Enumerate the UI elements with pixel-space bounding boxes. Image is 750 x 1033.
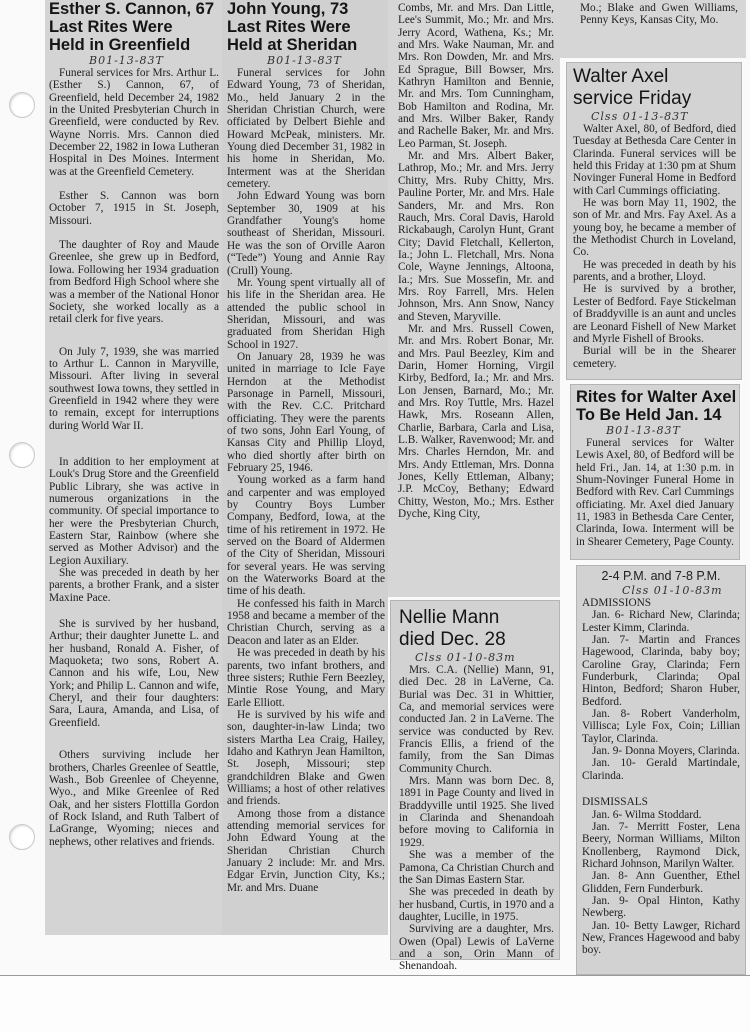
headline-line: Rites for Walter Axel <box>576 388 737 406</box>
paragraph: Mr. Young spent virtually all of his life in the Sheridan area. He attended the public school in Sheridan, Missouri, and was graduated from Sheridan High School in 1927. <box>227 276 385 351</box>
paragraph: He was preceded in death by his parents, and a brother, Lloyd. <box>573 258 736 284</box>
clipping-hospital-notes <box>576 565 746 975</box>
headline-line: Esther S. Cannon, 67 <box>49 0 215 18</box>
paragraph: Mr. and Mrs. Albert Baker, Lathrop, Mo.; Mr. and Mrs. Jerry Chitty, Mrs. Ruby Chitty, Mrs. Pauline Porter, Mr. and Mrs. Hale Sanders, Mr. and Mrs. Ron Rauch, Mrs. Coral Davis, Harold Rickabaugh, Carolyn Hunt, Grant City; David Fletchall, Kellerton, Ia.; John L. Fletchall, Mrs. Nona Cole, Wayne Jennings, Altoona, Ia.; Mrs. Sue Mossefin, Mr. and Mrs. Roy Farrell, Mrs. Helen Johnson, Mrs. Ann Snow, Nancy and Steven, Maryville. <box>398 150 554 323</box>
article-body <box>399 664 554 973</box>
dismissals-list <box>582 809 740 957</box>
paragraph: Esther S. Cannon was born October 7, 1915 in St. Joseph, Missouri. <box>49 190 219 227</box>
paragraph: Burial will be in the Shearer cemetery. <box>573 345 736 370</box>
clipping-nellie-mann <box>390 600 560 973</box>
paragraph: On January 28, 1939 he was united in marriage to Icle Faye Herndon at the Methodist Parsonage in Parnell, Missouri, with the Rev. C.C. Pritchard officiating. They were the parents of two sons, John Earl Young, of Kansas City and Phillip Lloyd, who died shortly after birth on February 25, 1946. <box>227 350 385 474</box>
handwritten-note: Clss 01-13-83T <box>591 110 689 123</box>
headline-line: service Friday <box>573 88 692 109</box>
paragraph: In addition to her employment at Louk's Drug Store and the Greenfield Public Library, she was active in numerous organizations in the community. Of special importance to her were the Presbyterian Church, Eastern Star, Rainbow (where she served as Mother Advisor) and the Legion Auxiliary. <box>49 455 219 567</box>
paragraph: Jan. 9- Opal Hinton, Kathy Newberg. <box>582 894 740 920</box>
paragraph: He was preceded in death by his parents, two infant brothers, and three sisters; Ruthie Fern Beezley, Mintie Rose Young, and Mary Earle Elliott. <box>227 647 385 709</box>
article-body <box>398 2 554 520</box>
paragraph: He is survived by a brother, Lester of Bedford. Faye Stickelman of Braddyville is an aunt and uncles are Leonard Fishell of New Market and Myrle Fishell of Brooks. <box>573 283 736 345</box>
handwritten-note: B01-13-83T <box>267 54 342 67</box>
clipping-young-continued <box>388 0 560 597</box>
clipping-walter-axel-rites <box>570 384 740 560</box>
paragraph: Jan. 7- Martin and Frances Hagewood, Clarinda, baby boy; Caroline Gray, Clarinda; Fern Funderburk, Clarinda; Opal Hinton, Bedford; Sharon Huber, Bedford. <box>582 634 740 708</box>
paragraph: He is survived by his wife and son, daughter-in-law Linda; two sisters Martha Lea Craig, Hailey, Idaho and Kathryn Jean Hamilton, St. Joseph, Missouri; step grandchildren Blake and Gwen Williams; a host of other relatives and friends. <box>227 708 385 808</box>
admissions-heading: ADMISSIONS <box>582 597 652 609</box>
binder-hole <box>9 824 35 850</box>
headline-line: Last Rites Were <box>49 18 173 36</box>
paragraph: She was preceded in death by her parents, a brother Frank, and a sister Maxine Pace. <box>49 567 219 604</box>
paragraph: She was a member of the Pamona, Ca Christian Church and the San Dimas Eastern Star. <box>399 849 554 886</box>
headline <box>227 0 385 54</box>
admissions-list <box>582 609 740 782</box>
clipping-walter-axel-service <box>566 62 742 380</box>
paragraph: The daughter of Roy and Maude Greenlee, she grew up in Bedford, Iowa. Following her 1934 graduation from Bedford High School where she was a member of the National Honor Society, she worked locally as a retail clerk for five years. <box>49 239 219 326</box>
handwritten-note: B01-13-83T <box>606 424 681 437</box>
paragraph: Walter Axel, 80, of Bedford, died Tuesday at Bethesda Care Center in Clarinda. Funeral services will be held this Friday at 1:30 pm at Shum Novinger Funeral Home in Bedford with Carl Cummings officiating. <box>573 123 736 197</box>
paragraph: Others surviving include her brothers, Charles Greenlee of Seattle, Wash., Bob Greenlee of Cheyenne, Wyo., and Mike Greenlee of Red Oak, and her sisters Flottilla Gordon of Rock Island, and Ruth Talbert of LaGrange, Wyoming; nieces and nephews, other relatives and friends. <box>49 749 219 848</box>
paragraph: Mrs. C.A. (Nellie) Mann, 91, died Dec. 28 in LaVerne, Ca. Burial was Dec. 31 in Whittier, Ca, and memorial services were conducted Jan. 2 in LaVerne. The service was conducted by Rev. Francis Ellis, a friend of the family, from the San Dimas Community Church. <box>399 664 554 775</box>
clipping-john-young <box>222 0 388 935</box>
paragraph: Mo.; Blake and Gwen Williams, Penny Keys, Kansas City, Mo. <box>580 2 738 27</box>
article-body <box>49 67 219 848</box>
handwritten-note: Clss 01-10-83m <box>415 651 516 664</box>
headline <box>576 388 737 424</box>
article-body <box>580 2 738 27</box>
paragraph: Mr. and Mrs. Russell Cowen, Mr. and Mrs. Robert Bonar, Mr. and Mrs. Paul Beezley, Kim and Darin, Homer Horning, Virgil Kirby, Bedford, Ia.; Mr. and Mrs. Lon Jensen, Barnard, Mo.; Mr. and Mrs. Roy Tuttle, Mrs. Hazel Hawk, Mrs. Roseann Allen, Charlie, Barbara, Carla and Lisa, L.B. Walker, Ravenwood; Mr. and Mrs. Charles Herndon, Mr. and Mrs. Andy Ettleman, Mrs. Donna Jones, Kelly Ettleman, Albany; J.P. McCoy, Bethany; Edward Chitty, Weston, Mo.; Mrs. Esther Dyche, King City, <box>398 322 554 521</box>
paragraph: Jan. 9- Donna Moyers, Clarinda. <box>592 745 740 758</box>
paragraph: She was preceded in death by her husband, Curtis, in 1970 and a daughter, Lucille, in 1975. <box>399 886 554 923</box>
binder-hole <box>9 92 35 118</box>
headline-line: Last Rites Were <box>227 18 351 36</box>
paragraph: Jan. 8- Robert Vanderholm, Villisca; Lyle Fox, Coin; Lillian Taylor, Clarinda. <box>582 708 740 745</box>
clipping-esther-cannon <box>45 0 223 935</box>
headline-line: Nellie Mann <box>399 607 500 628</box>
article-body <box>576 437 734 548</box>
paragraph: Jan. 10- Gerald Martindale, Clarinda. <box>582 757 740 782</box>
paragraph: Jan. 8- Ann Guenther, Ethel Glidden, Fern Funderburk. <box>582 870 740 895</box>
headline-line: Held at Sheridan <box>227 36 358 54</box>
paragraph: Jan. 10- Betty Lawger, Richard New, Frances Hagewood and baby boy. <box>582 919 740 957</box>
paragraph: She is survived by her husband, Arthur; their daughter Junette L. and her husband, Ronald A. Fisher, of Maquoketa; two sons, Robert A. Cannon and his wife, Lou, New York; and Philip L. Cannon and wife, Cheryl, and their four daughters: Sara, Laura, Amanda, and Lisa, of Greenfield. <box>49 618 219 729</box>
paragraph: Surviving are a daughter, Mrs. Owen (Opal) Lewis of LaVerne and a son, Orin Mann of Shenandoah. <box>399 923 554 973</box>
paragraph: He was born May 11, 1902, the son of Mr. and Mrs. Fay Axel. As a young boy, he became a member of the Methodist Church in Loveland, Co. <box>573 197 736 259</box>
handwritten-note: B01-13-83T <box>89 54 164 67</box>
visiting-hours: 2-4 P.M. and 7-8 P.M. <box>601 569 721 583</box>
paragraph: Combs, Mr. and Mrs. Dan Little, Lee's Summit, Mo.; Mr. and Mrs. Jerry Acord, Wathena, Ks.; Mr. and Mrs. Wake Nauman, Mr. and Mrs. Ron Dowden, Mr. and Mrs. Ed Sprague, Bill Bowser, Mrs. Kathryn Hamilton and Bennie, Mr. and Mrs. Tom Cunningham, Bob Hamilton and Rodina, Mr. and Mrs. Wilber Baker, Randy and Rachelle Baker, Mr. and Mrs. Leo Parman, St. Joseph. <box>398 2 554 150</box>
paragraph: Mrs. Mann was born Dec. 8, 1891 in Page County and lived in Braddyville until 1925. She lived in Clarinda and Shenandoah before moving to California in 1929. <box>399 775 554 849</box>
article-body <box>227 67 385 894</box>
headline-line: To Be Held Jan. 14 <box>576 406 722 424</box>
paragraph: Jan. 6- Richard New, Clarinda; Lester Kimm, Clarinda. <box>582 609 740 634</box>
paragraph: Young worked as a farm hand and carpenter and was employed by Country Boys Lumber Company, Bedford, Iowa, at the time of his retirement in 1972. He served on the Board of Aldermen of the City of Sheridan, Missouri for several years. He was serving on the Waterworks Board at the time of his death. <box>227 474 385 598</box>
headline <box>573 66 736 110</box>
paragraph: Jan. 7- Merritt Foster, Lena Beery, Norman Williams, Milton Knollenberg, Raymond Dick, Richard Johnson, Marilyn Walter. <box>582 820 740 870</box>
handwritten-note: Clss 01-10-83m <box>622 584 723 597</box>
headline-line: Walter Axel <box>573 66 669 87</box>
paragraph: Funeral services for John Edward Young, 73 of Sheridan, Mo., held January 2 in the Sheridan Christian Church, were officiated by Delbert Biehle and Howard McPeak, ministers. Mr. Young died December 31, 1982 in his home in Sheridan, Mo. Interment was at the Sheridan cemetery. <box>227 67 385 191</box>
article-body <box>573 123 736 370</box>
paragraph: Among those from a distance attending memorial services for John Edward Young at the Sheridan Christian Church January 2 include: Mr. and Mrs. Edgar Ervin, Junction City, Ks.; Mr. and Mrs. Duane <box>227 807 385 894</box>
dismissals-heading: DISMISSALS <box>582 796 648 809</box>
binder-hole <box>9 442 35 468</box>
headline-line: Held in Greenfield <box>49 36 191 54</box>
paragraph: Jan. 6- Wilma Stoddard. <box>592 808 702 821</box>
paragraph: Funeral services for Walter Lewis Axel, 80, of Bedford will be held Fri., Jan. 14, at 1:30 p.m. in Shum-Novinger Funeral Home in Bedford with Rev. Carl Cummings officiating. Mr. Axel died January 11, 1983 in Bethesda Care Center, Clarinda, Iowa. Interment will be in Shearer Cemetery, Page County. <box>576 437 734 548</box>
paragraph: He confessed his faith in March 1958 and became a member of the Christian Church, serving as a Deacon and later as an Elder. <box>227 597 385 647</box>
headline-line: died Dec. 28 <box>399 629 506 650</box>
paragraph: Funeral services for Mrs. Arthur L. (Esther S.) Cannon, 67, of Greenfield, held December 24, 1982 in the United Presbyterian Church in Greenfield, were conducted by Rev. Wayne Norris. Mrs. Cannon died December 22, 1982 in Iowa Lutheran Hospital in Des Moines. Interment was at the Greenfield Cemetery. <box>49 67 219 178</box>
clipping-young-continued-end <box>560 0 746 58</box>
paragraph: On July 7, 1939, she was married to Arthur L. Cannon in Maryville, Missouri. After living in several southwest Iowa towns, they settled in Greenfield in 1942 where they were to remain, except for interruptions during World War II. <box>49 345 219 432</box>
headline-line: John Young, 73 <box>227 0 349 18</box>
paragraph: John Edward Young was born September 30, 1909 at his Grandfather Young's home southeast of Sheridan, Missouri. He was the son of Orville Aaron (“Tede”) Young and Annie Ray (Crull) Young. <box>227 190 385 277</box>
headline <box>49 0 219 54</box>
headline <box>399 607 554 651</box>
